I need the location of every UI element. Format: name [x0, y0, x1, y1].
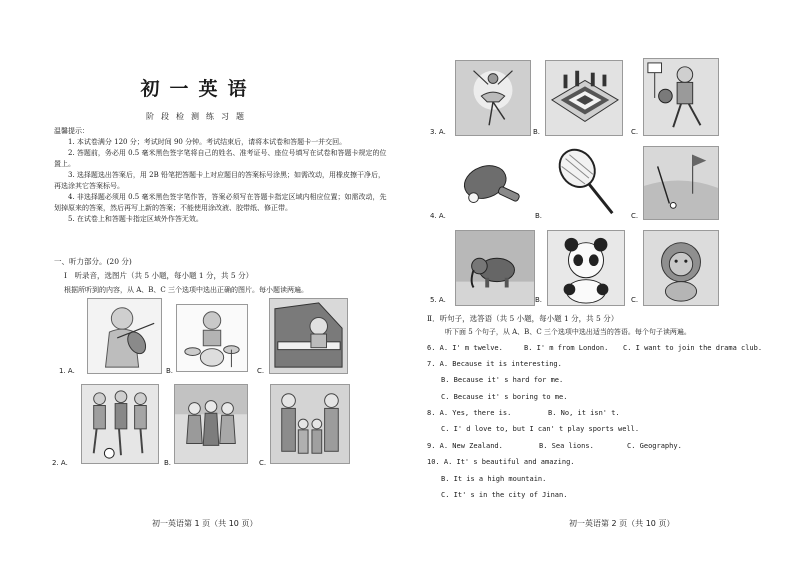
right-footer: 初一英语第 2 页（共 10 页）	[569, 519, 675, 528]
q6-option-c: C. I want to join the drama club.	[623, 344, 763, 352]
q1-label: 1. A.	[59, 367, 75, 375]
q3-label: 3. A.	[430, 128, 446, 136]
q4-b-label: B.	[535, 212, 543, 220]
elephant-illustration	[456, 231, 534, 305]
section-one-heading: Ⅰ 听录音，选图片（共 5 小题，每小题 1 分，共 5 分）	[64, 271, 254, 280]
q2-image-a-kids-soccer[interactable]	[81, 384, 159, 464]
q2-label: 2. A.	[52, 459, 68, 467]
q2-b-label: B.	[164, 459, 172, 467]
piano-boy-illustration	[270, 299, 347, 373]
q1-image-a-violin-girl[interactable]	[87, 298, 162, 374]
ping-pong-paddle-illustration	[456, 149, 530, 219]
section-two-instruction: 听下面 5 个句子，从 A、B、C 三个选项中选出适当的答语。每个句子读两遍。	[445, 328, 691, 336]
exam-subtitle: 阶段检测练习题	[146, 112, 251, 121]
drums-girl-illustration	[177, 305, 247, 371]
q1-image-c-piano-boy[interactable]	[269, 298, 348, 374]
q8-option-b: B. No, it isn' t.	[548, 409, 620, 417]
notice-item-2: 2. 答题前，务必用 0.5 毫米黑色签字笔将自己的姓名、准考证号、座位号填写在试卷和答题卡规定的位置上。	[54, 149, 387, 168]
q5-label: 5. A.	[430, 296, 446, 304]
q6-option-a: 6. A. I' m twelve.	[427, 344, 503, 352]
q7-option-c: C. Because it' s boring to me.	[441, 393, 568, 401]
q4-image-b-badminton[interactable]	[547, 144, 625, 222]
q4-label: 4. A.	[430, 212, 446, 220]
q8-option-c: C. I' d love to, but I can' t play sports well.	[441, 425, 640, 433]
notice-item-1: 1. 本试卷满分 120 分；考试时间 90 分钟。考试结束后，请将本试卷和答题卡一并交回。	[68, 138, 347, 146]
q5-image-a-elephant[interactable]	[455, 230, 535, 306]
basketball-boy-illustration	[644, 59, 718, 135]
lion-illustration	[644, 231, 718, 305]
q10-option-a: 10. A. It' s beautiful and amazing.	[427, 458, 575, 466]
q5-image-b-panda[interactable]	[547, 230, 625, 306]
exam-title: 初一英语	[140, 78, 257, 100]
q3-image-c-basketball[interactable]	[643, 58, 719, 136]
q9-option-b: B. Sea lions.	[539, 442, 594, 450]
q3-image-a-ballet[interactable]	[455, 60, 531, 136]
chessboard-illustration	[546, 61, 622, 135]
q2-image-b-women-shopping[interactable]	[174, 384, 248, 464]
q5-c-label: C.	[631, 296, 639, 304]
kids-soccer-illustration	[82, 385, 158, 463]
left-footer: 初一英语第 1 页（共 10 页）	[152, 519, 258, 528]
ballerina-illustration	[456, 61, 530, 135]
violin-girl-illustration	[88, 299, 161, 373]
q1-c-label: C.	[257, 367, 265, 375]
q4-image-a-ping-pong[interactable]	[455, 148, 531, 220]
right-page	[397, 0, 794, 561]
notice-item-3: 3. 选择题选出答案后，用 2B 铅笔把答题卡上对应题目的答案标号涂黑；如需改动，用橡皮擦干净后，再选涂其它答案标号。	[54, 171, 385, 190]
q1-image-b-drums-girl[interactable]	[176, 304, 248, 372]
notice-block	[54, 126, 389, 225]
q3-b-label: B.	[533, 128, 541, 136]
q9-option-a: 9. A. New Zealand.	[427, 442, 503, 450]
q7-option-a: 7. A. Because it is interesting.	[427, 360, 562, 368]
q4-c-label: C.	[631, 212, 639, 220]
women-shopping-illustration	[175, 385, 247, 463]
q9-option-c: C. Geography.	[627, 442, 682, 450]
part-one-heading: 一、听力部分。(20 分)	[54, 257, 132, 266]
q1-b-label: B.	[166, 367, 174, 375]
q4-image-c-golf[interactable]	[643, 146, 719, 220]
badminton-racket-illustration	[548, 145, 624, 221]
notice-item-5: 5. 在试卷上和答题卡指定区域外作答无效。	[68, 215, 203, 223]
q6-option-b: B. I' m from London.	[524, 344, 609, 352]
section-two-heading: Ⅱ．听句子，选答语（共 5 小题，每小题 1 分，共 5 分）	[427, 314, 619, 323]
notice-heading: 温馨提示：	[54, 127, 89, 135]
q2-c-label: C.	[259, 459, 267, 467]
q10-option-b: B. It is a high mountain.	[441, 475, 547, 483]
family-illustration	[271, 385, 349, 463]
q10-option-c: C. It' s in the city of Jinan.	[441, 491, 568, 499]
q5-b-label: B.	[535, 296, 543, 304]
q3-c-label: C.	[631, 128, 639, 136]
notice-item-4: 4. 非选择题必须用 0.5 毫米黑色签字笔作答，答案必须写在答题卡指定区域内相应位置；如需改动，先划掉原来的答案，然后再写上新的答案；不能使用涂改液、胶带纸、修正带。	[54, 193, 387, 212]
panda-illustration	[548, 231, 624, 305]
q5-image-c-lion[interactable]	[643, 230, 719, 306]
section-one-instruction: 根据所听到的内容，从 A、B、C 三个选项中选出正确的图片。每小题读两遍。	[64, 286, 309, 294]
q3-image-b-chess[interactable]	[545, 60, 623, 136]
q2-image-c-family[interactable]	[270, 384, 350, 464]
golf-illustration	[644, 147, 718, 219]
q7-option-b: B. Because it' s hard for me.	[441, 376, 564, 384]
q8-option-a: 8. A. Yes, there is.	[427, 409, 512, 417]
